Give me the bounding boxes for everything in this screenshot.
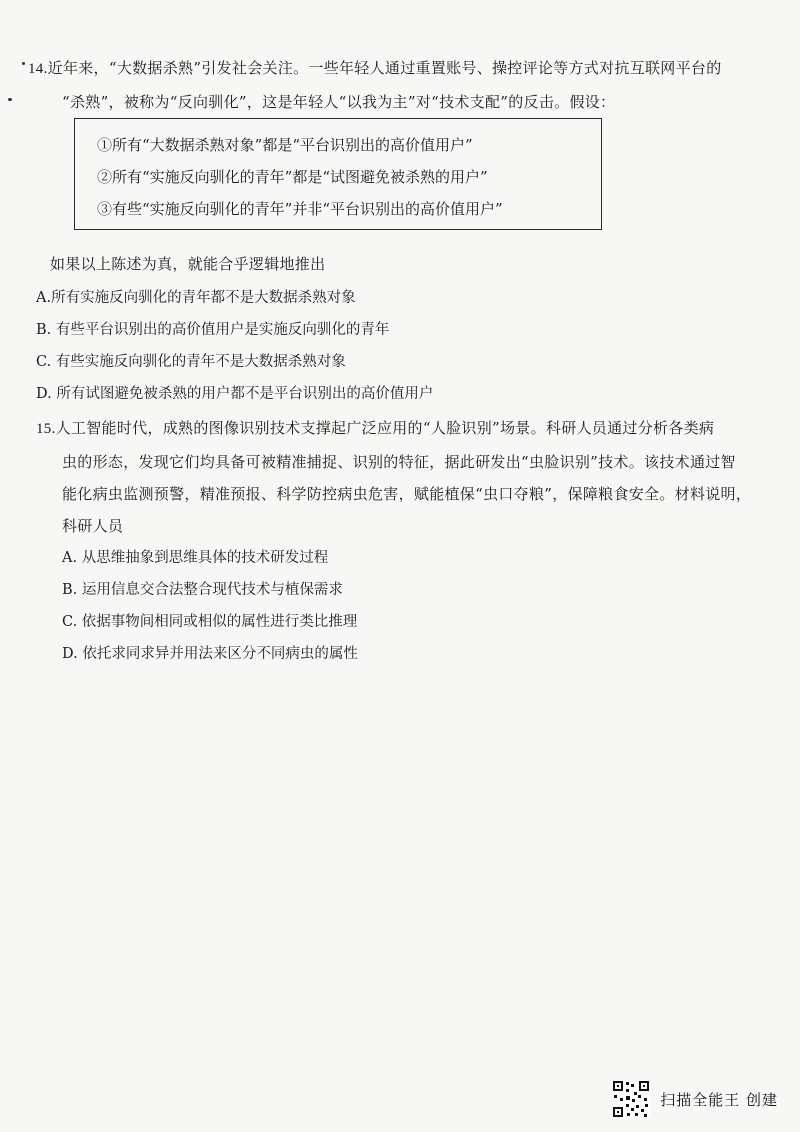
q15-stem-line1 bbox=[36, 418, 714, 439]
q15-number: 15. bbox=[36, 421, 56, 437]
q15-option-d: D. 依托求同求异并用法来区分不同病虫的属性 bbox=[62, 646, 358, 662]
q14-question: 如果以上陈述为真，就能合乎逻辑地推出 bbox=[50, 255, 326, 273]
q14-option-b: B. 有些平台识别出的高价值用户是实施反向驯化的青年 bbox=[36, 322, 390, 338]
scanner-app-label: 扫描全能王 创建 bbox=[660, 1090, 778, 1109]
q14-premise-3: ③有些“实施反向驯化的青年”并非“平台识别出的高价值用户” bbox=[97, 200, 503, 218]
q14-stem-line2 bbox=[62, 92, 615, 112]
q14-option-c: C. 有些实施反向驯化的青年不是大数据杀熟对象 bbox=[36, 354, 346, 370]
q14-stem-text2: “杀熟”，被称为“反向驯化”，这是年轻人“以我为主”对“技术支配”的反击。假设： bbox=[62, 93, 616, 111]
q15-stem-line4: 科研人员 bbox=[62, 517, 124, 535]
scan-speck bbox=[22, 62, 25, 65]
q14-option-d: D. 所有试图避免被杀熟的用户都不是平台识别出的高价值用户 bbox=[36, 386, 434, 402]
q15-option-c: C. 依据事物间相同或相似的属性进行类比推理 bbox=[62, 614, 358, 630]
q14-option-a: A.所有实施反向驯化的青年都不是大数据杀熟对象 bbox=[36, 290, 356, 306]
scanner-watermark bbox=[612, 1080, 778, 1118]
q15-stem-text1: 人工智能时代，成熟的图像识别技术支撑起广泛应用的“人脸识别”场景。科研人员通过分析各类病 bbox=[55, 419, 715, 437]
qr-code-icon bbox=[612, 1080, 650, 1118]
scan-speck bbox=[8, 98, 12, 101]
q14-number: 14. bbox=[28, 61, 48, 77]
q14-stem-line1 bbox=[28, 58, 722, 79]
q14-premise-box bbox=[74, 118, 602, 230]
q14-premise-2: ②所有“实施反向驯化的青年”都是“试图避免被杀熟的用户” bbox=[97, 168, 488, 186]
q15-option-b: B. 运用信息交合法整合现代技术与植保需求 bbox=[62, 582, 343, 598]
q15-stem-line2: 虫的形态，发现它们均具备可被精准捕捉、识别的特征，据此研发出“虫脸识别”技术。该技术通过智 bbox=[62, 453, 736, 471]
q15-option-a: A. 从思维抽象到思维具体的技术研发过程 bbox=[62, 550, 329, 566]
q14-stem-text1: 近年来，“大数据杀熟”引发社会关注。一些年轻人通过重置账号、操控评论等方式对抗互联网平台的 bbox=[47, 59, 722, 77]
q14-premise-1: ①所有“大数据杀熟对象”都是“平台识别出的高价值用户” bbox=[97, 136, 473, 154]
q15-stem-line3: 能化病虫监测预警，精准预报、科学防控病虫危害，赋能植保“虫口夺粮”，保障粮食安全。材料说明， bbox=[62, 485, 752, 503]
